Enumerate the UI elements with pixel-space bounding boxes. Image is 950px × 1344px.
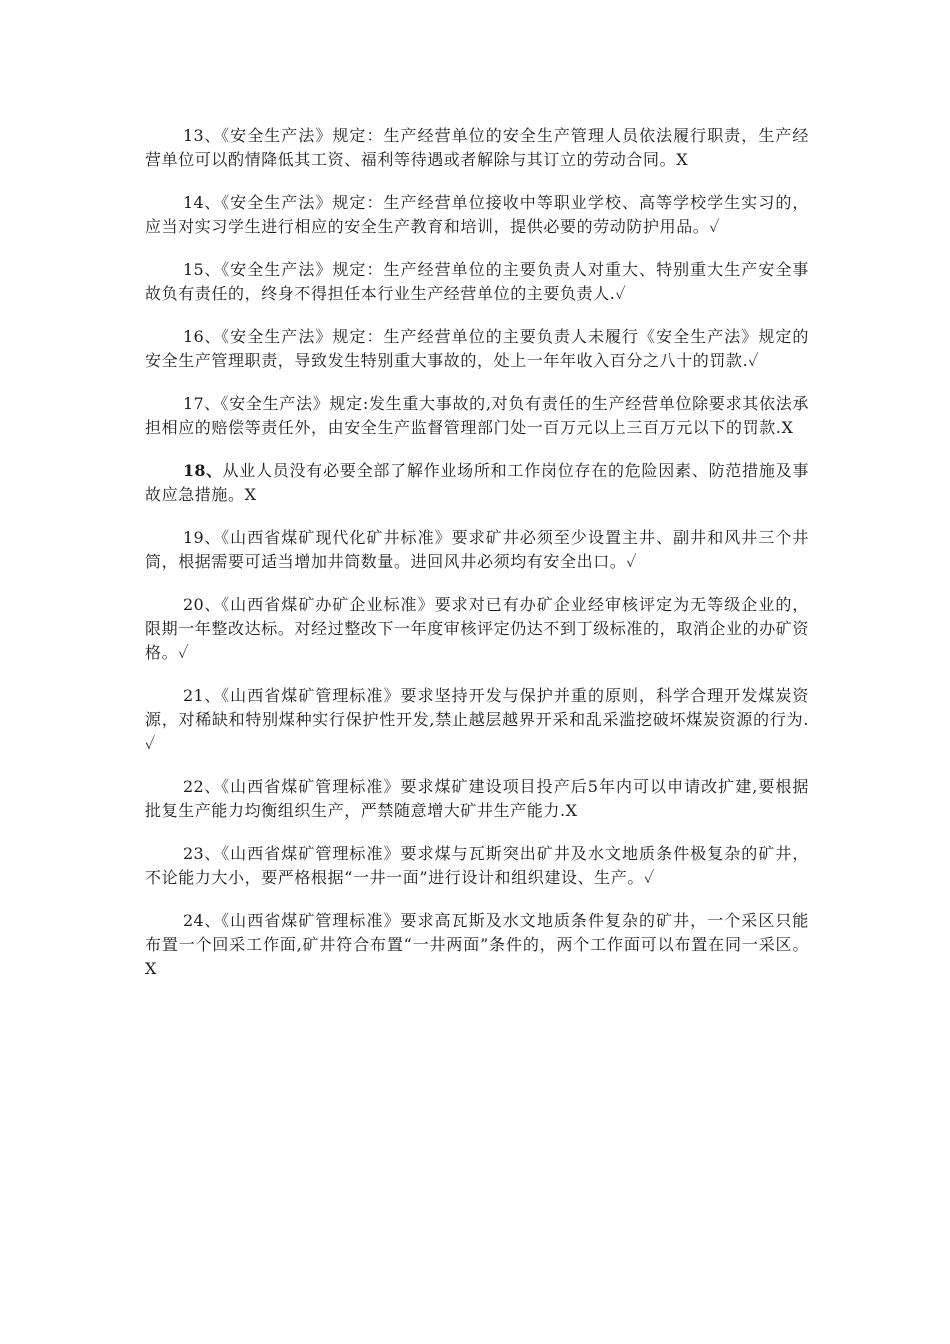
question-number: 16、 xyxy=(183,327,222,346)
question-item-16 xyxy=(145,325,809,373)
question-number: 17、 xyxy=(183,394,221,413)
question-number: 21、 xyxy=(183,686,222,705)
question-list xyxy=(145,124,809,1000)
question-item-23 xyxy=(145,842,809,890)
question-text: 《山西省煤矿管理标准》要求高瓦斯及水文地质条件复杂的矿井，一个采区只能布置一个回采工作面,矿井符合布置“一井两面”条件的，两个工作面可以布置在同一采区。X xyxy=(145,911,809,978)
question-item-24 xyxy=(145,909,809,981)
question-text: 《安全生产法》规定：生产经营单位接收中等职业学校、高等学校学生实习的，应当对实习学生进行相应的安全生产教育和培训，提供必要的劳动防护用品。✓ xyxy=(145,193,809,236)
question-item-22 xyxy=(145,775,809,823)
question-item-21 xyxy=(145,684,809,756)
question-item-18 xyxy=(145,459,809,507)
question-text: 《山西省煤矿办矿企业标准》要求对已有办矿企业经审核评定为无等级企业的，限期一年整改达标。对经过整改下一年度审核评定仍达不到丁级标准的，取消企业的办矿资格。✓ xyxy=(145,595,810,662)
question-item-20 xyxy=(145,593,809,665)
question-number: 13、 xyxy=(183,126,222,145)
question-text: 《山西省煤矿管理标准》要求煤矿建设项目投产后5年内可以申请改扩建,要根据批复生产能力均衡组织生产，严禁随意增大矿井生产能力.X xyxy=(145,777,809,820)
question-number: 20、 xyxy=(183,595,222,614)
question-item-19 xyxy=(145,526,809,574)
question-text: 《安全生产法》规定：生产经营单位的主要负责人未履行《安全生产法》规定的安全生产管理职责，导致发生特别重大事故的，处上一年年收入百分之八十的罚款.✓ xyxy=(145,327,809,370)
question-text: 《安全生产法》规定:发生重大事故的,对负有责任的生产经营单位除要求其依法承担相应的赔偿等责任外，由安全生产监督管理部门处一百万元以上三百万元以下的罚款.X xyxy=(145,394,809,437)
question-item-15 xyxy=(145,258,809,306)
question-text: 《山西省煤矿管理标准》要求坚持开发与保护并重的原则，科学合理开发煤炭资源，对稀缺和特别煤种实行保护性开发,禁止越层越界开采和乱采滥挖破坏煤炭资源的行为.✓ xyxy=(145,686,809,753)
question-text: 《山西省煤矿现代化矿井标准》要求矿井必须至少设置主井、副井和风井三个井筒，根据需要可适当增加井筒数量。进回风井必须均有安全出口。✓ xyxy=(145,528,809,571)
question-number: 15、 xyxy=(183,260,222,279)
question-number: 23、 xyxy=(183,844,222,863)
question-number: 22、 xyxy=(183,777,222,796)
question-item-14 xyxy=(145,191,809,239)
question-text: 《安全生产法》规定：生产经营单位的安全生产管理人员依法履行职责，生产经营单位可以酌情降低其工资、福利等待遇或者解除与其订立的劳动合同。X xyxy=(145,126,809,169)
question-number: 18、 xyxy=(183,461,223,480)
question-number: 24、 xyxy=(183,911,222,930)
question-text: 《安全生产法》规定：生产经营单位的主要负责人对重大、特别重大生产安全事故负有责任的，终身不得担任本行业生产经营单位的主要负责人.✓ xyxy=(145,260,809,303)
question-number: 14、 xyxy=(183,193,222,212)
question-text: 从业人员没有必要全部了解作业场所和工作岗位存在的危险因素、防范措施及事故应急措施。X xyxy=(145,461,809,504)
question-number: 19、 xyxy=(183,528,222,547)
question-item-13 xyxy=(145,124,809,172)
question-item-17 xyxy=(145,392,809,440)
question-text: 《山西省煤矿管理标准》要求煤与瓦斯突出矿井及水文地质条件极复杂的矿井，不论能力大小，要严格根据“一井一面”进行设计和组织建设、生产。✓ xyxy=(145,844,809,887)
